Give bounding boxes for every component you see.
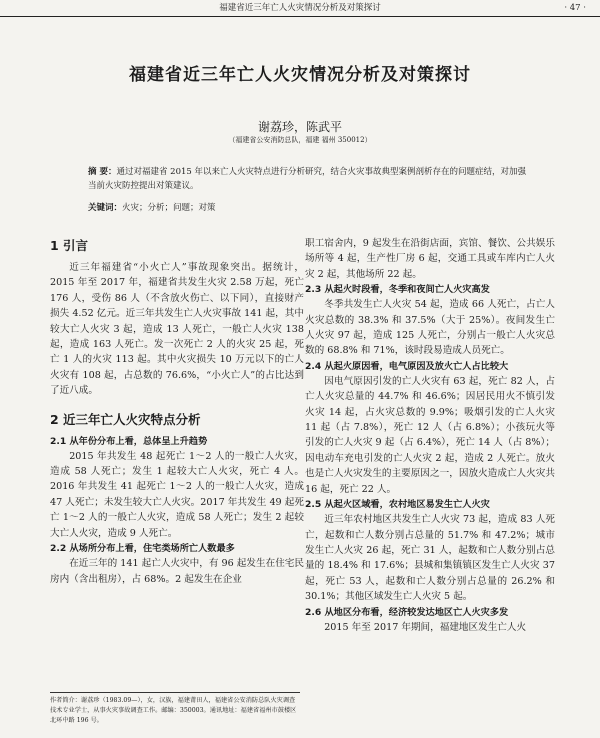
keywords-text: 火灾；分析；问题；对策 (122, 203, 216, 213)
author-line: 谢荔珍，陈武平 (257, 120, 342, 134)
article-title: 福建省近三年亡人火灾情况分析及对策探讨 (129, 65, 471, 85)
paragraph-2-3: 冬季共发生亡人火灾 54 起，造成 66 人死亡，占亡人火灾总数的 38.3% 和 37.5%（大于 25%）。夜间发生亡人火灾 97 起，造成 125 人死亡，分别占一般亡人火灾总数的 68.8% 和 71%，该时段易造成人员死亡。 (305, 299, 555, 357)
paragraph-2-2-continued: 职工宿舍内，9 起发生在沿街店面，宾馆、餐饮、公共娱乐场所等 4 起，生产性厂房 6 起，交通工具或车库内亡人火灾 2 起，其他场所 22 起。 (305, 238, 555, 280)
keywords (88, 201, 528, 213)
author-affiliation: （福建省公安消防总队，福建 福州 350012） (228, 136, 372, 144)
page-number: · 47 · (564, 3, 586, 13)
section-heading-introduction: 1 引言 (50, 238, 89, 253)
subsection-heading-2-6: 2.6 从地区分布看，经济较发达地区亡人火灾多发 (305, 606, 509, 618)
paragraph-2-6: 2015 年至 2017 年期间，福建地区发生亡人火 (324, 621, 527, 633)
running-header (0, 0, 600, 17)
right-column (305, 236, 555, 635)
subsection-heading-2-2: 2.2 从场所分布上看，住宅类场所亡人数最多 (50, 543, 235, 555)
subsection-heading-2-5: 2.5 从起火区域看，农村地区易发生亡人火灾 (305, 499, 490, 511)
running-header-title: 福建省近三年亡人火灾情况分析及对策探讨 (219, 3, 381, 13)
paragraph-2-5: 近三年农村地区共发生亡人火灾 73 起，造成 83 人死亡，起数和亡人数分别占总量的 51.7% 和 47.2%；城市发生亡人火灾 26 起，死亡 31 人，起数和亡人数分别占总量的 18.4% 和 17.6%；县城和集镇镇区发生亡人火灾 37 起，死亡 53 人，起数和亡人数分别占总量的 26.2% 和 30.1%；其他区域发生亡人火灾 5 起。 (305, 514, 555, 603)
paragraph-2-2: 在近三年的 141 起亡人火灾中，有 96 起发生在住宅民房内（含出租房），占 68%。2 起发生在企业 (50, 558, 304, 585)
subsection-heading-2-1: 2.1 从年份分布上看，总体呈上升趋势 (50, 435, 208, 447)
section-heading-characteristics: 2 近三年亡人火灾特点分析 (50, 411, 201, 427)
author-footnote: 作者简介：谢荔珍（1983.09—），女，汉族，福建莆田人，福建省公安消防总队火灾调查技术专业学士，从事火灾事故调查工作。邮编：350003。通讯地址：福建省福州市鼓楼区北环中路 196 号。 (50, 692, 300, 726)
abstract-text: 通过对福建省 2015 年以来亡人火灾特点进行分析研究，结合火灾事故典型案例剖析存在的问题症结，对加强当前火灾防控提出对策建议。 (88, 167, 527, 191)
left-column (50, 236, 304, 587)
keywords-label: 关键词： (88, 203, 123, 213)
abstract-label: 摘 要： (88, 167, 117, 177)
subsection-heading-2-3: 2.3 从起火时段看，冬季和夜间亡人火灾高发 (305, 284, 490, 296)
intro-paragraph: 近三年福建省“小火亡人”事故现象突出。据统计，2015 年至 2017 年，福建省共发生火灾 2.58 万起，死亡 176 人，受伤 86 人（不含放火伤亡、以下同），直接财产损失 4.52 亿元。近三年共发生亡人火灾事故 141 起，其中较大亡人火灾 3 起，造成 13 人死亡，一般亡人火灾 138 起，造成 163 人死亡。发一次死亡 2 人的火灾 25 起，死亡 1 人的火灾 113 起。其中火灾损失 10 万元以下的亡人火灾有 108 起，占总数的 76.6%，“小火亡人”的占比达到了近八成。 (50, 262, 304, 397)
paragraph-2-1: 2015 年共发生 48 起死亡 1～2 人的一般亡人火灾，造成 58 人死亡；发生 1 起较大亡人火灾，死亡 4 人。2016 年共发生 41 起死亡 1～2 人的一般亡人火灾，造成 47 人死亡；未发生较大亡人火灾。2017 年共发生 49 起死亡 1～2 人的一般亡人火灾，造成 58 人死亡；发生 2 起较大亡人火灾，造成 9 人死亡。 (50, 450, 304, 539)
abstract (88, 165, 528, 193)
paragraph-2-4: 因电气原因引发的亡人火灾有 63 起，死亡 82 人，占亡人火灾总量的 44.7% 和 46.6%；因居民用火不慎引发火灾 14 起，占火灾总数的 9.9%；吸烟引发的亡人火灾 11 起（占 7.8%），死亡 12 人（占 6.8%）；小孩玩火等引发的亡人火灾 9 起（占 6.4%），死亡 14 人（占 8%）；因电动车充电引发的亡人火灾 2 起，造成 2 人死亡。放火也是亡人火灾发生的主要原因之一，因放火造成亡人火灾共 16 起，死亡 22 人。 (305, 375, 555, 495)
subsection-heading-2-4: 2.4 从起火原因看，电气原因及放火亡人占比较大 (305, 360, 509, 372)
